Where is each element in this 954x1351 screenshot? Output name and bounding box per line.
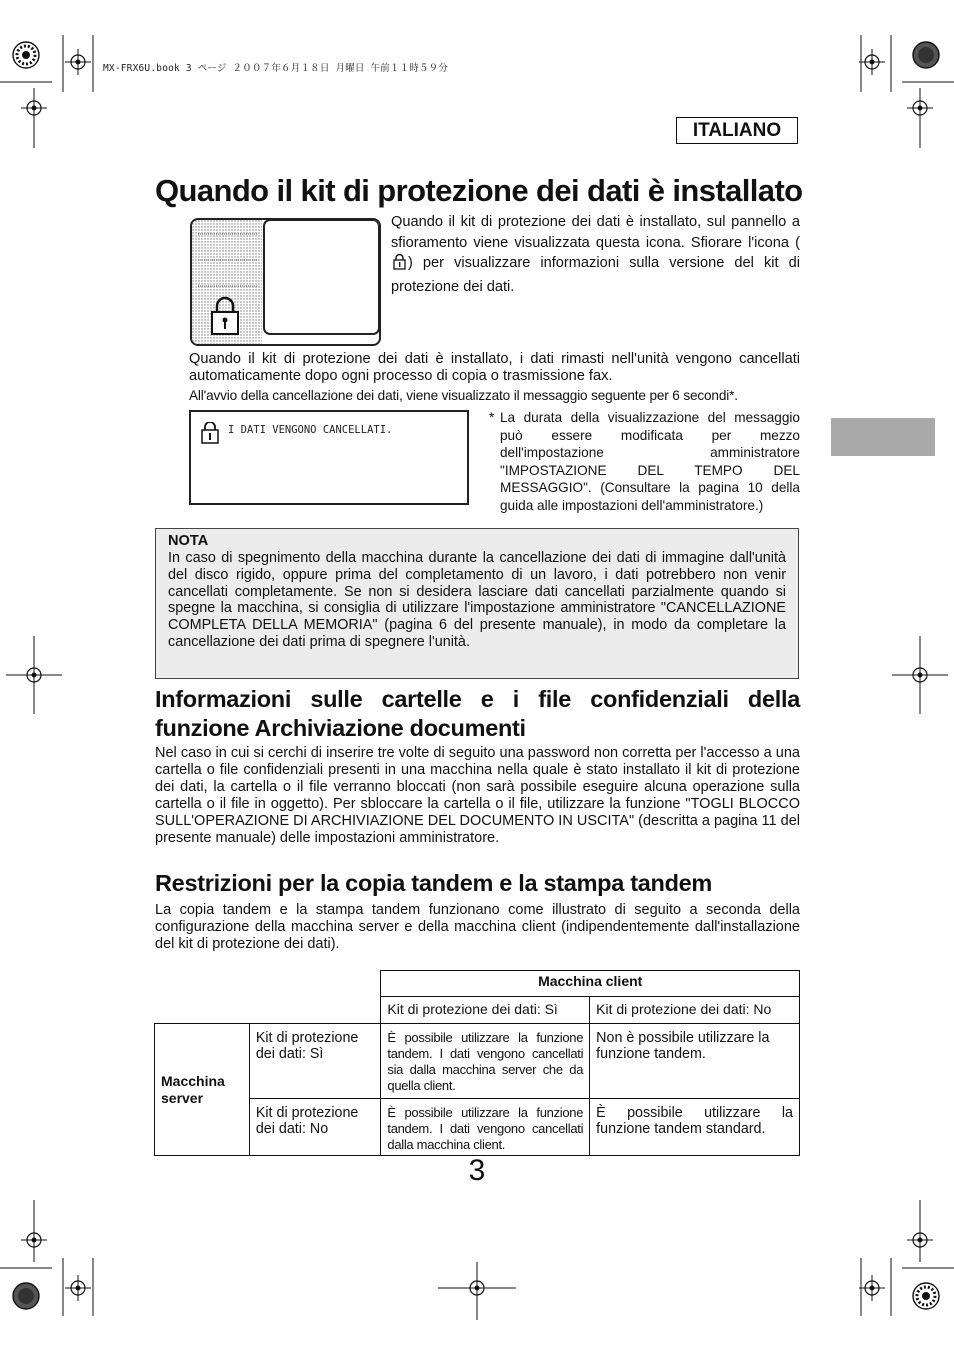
- color-target-icon: [13, 1283, 39, 1309]
- section3-title: Restrizioni per la copia tandem e la stampa tandem: [155, 870, 712, 896]
- registration-mark-icon: [859, 49, 885, 75]
- registration-mark-icon: [907, 95, 933, 121]
- color-target-icon: [913, 1283, 939, 1309]
- section3-text: La copia tandem e la stampa tandem funzionano come illustrato di seguito a seconda della configurazione della macchina server e della macchina client (indipendentemente dall'installazione del kit di protezione dei dati).: [155, 902, 800, 952]
- section2-title-line2: funzione Archiviazione documenti: [155, 715, 526, 741]
- lock-icon: [393, 254, 406, 277]
- side-section-tab: [831, 418, 935, 456]
- registration-mark-icon: [65, 1275, 91, 1301]
- registration-mark-icon: [464, 1275, 490, 1301]
- section2-title-line1: Informazioni sulle cartelle e i file confidenziali della: [155, 686, 800, 712]
- note-text: In caso di spegnimento della macchina durante la cancellazione dei dati di immagine dall'unità del disco rigido, oppure prima del completamento di un lavoro, i dati potrebbero non venir cancellati completamente. Se non si desidera lasciare dati cancellati parzialmente quando si spegne la macchina, si consiglia di utilizzare l'impostazione amministratore "CANCELLAZIONE COMPLETA DELLA MEMORIA" (pagina 6 del presente manuale), in modo da completare la cancellazione dei dati prima di spegnere l'unità.: [168, 550, 786, 650]
- registration-mark-icon: [21, 1227, 47, 1253]
- registration-mark-icon: [65, 49, 91, 75]
- row-header-yes: Kit di protezione dei dati: Sì: [249, 1024, 381, 1099]
- language-label: ITALIANO: [676, 117, 798, 144]
- client-header: Macchina client: [381, 971, 800, 997]
- message-screen-illustration: [189, 410, 469, 505]
- footnote-mark: *: [489, 410, 495, 425]
- server-header: Macchina server: [155, 1024, 250, 1156]
- intro-text-before-icon: Quando il kit di protezione dei dati è installato, sul pannello a sfioramento viene visualizzata questa icona. Sfiorare l'icona (: [391, 214, 800, 251]
- registration-mark-icon: [907, 662, 933, 688]
- section-title: Quando il kit di protezione dei dati è installato: [155, 173, 803, 208]
- footnote-text: La durata della visualizzazione del messaggio può essere modificata per mezzo dell'impostazione amministratore "IMPOSTAZIONE DEL TEMPO DEL MESSAGGIO". (Consultare la pagina 10 della guida alle impostazioni dell'amministratore.): [500, 410, 800, 513]
- section1-intro: [391, 212, 800, 297]
- col-header-no: Kit di protezione dei dati: No: [590, 997, 800, 1024]
- lock-icon: [201, 422, 219, 444]
- registration-mark-icon: [907, 1227, 933, 1253]
- section2-text: Nel caso in cui si cerchi di inserire tre volte di seguito una password non corretta per l'accesso a una cartella o file confidenziali presenti in una macchina nella quale è stato installato il kit di protezione dei dati, la cartella o il file verranno bloccati (non sarà possibile eseguire alcuna operazione sulla cartella o il file in oggetto). Per sbloccare la cartella o il file, utilizzare la funzione "TOGLI BLOCCO SULL'OPERAZIONE DI ARCHIVIAZIONE DEL DOCUMENTO IN USCITA" (descritta a pagina 11 del presente manuale) delle impostazioni amministratore.: [155, 745, 800, 846]
- registration-mark-icon: [21, 662, 47, 688]
- color-target-icon: [13, 42, 39, 68]
- col-header-yes: Kit di protezione dei dati: Sì: [381, 997, 590, 1024]
- cell-no-no: È possibile utilizzare la funzione tandem standard.: [590, 1099, 800, 1156]
- section1-paragraph-2: All'avvio della cancellazione dei dati, viene visualizzato il messaggio seguente per 6 secondi*.: [189, 388, 738, 403]
- cell-yes-no: Non è possibile utilizzare la funzione tandem.: [590, 1024, 800, 1099]
- intro-text-after-icon: ) per visualizzare informazioni sulla versione del kit di protezione dei dati.: [391, 255, 800, 295]
- section1-paragraph-1: Quando il kit di protezione dei dati è installato, i dati rimasti nell'unità vengono cancellati automaticamente dopo ogni processo di copia o trasmissione fax.: [189, 351, 800, 384]
- color-target-icon: [913, 42, 939, 68]
- tandem-table: [154, 970, 800, 1156]
- registration-mark-icon: [21, 95, 47, 121]
- note-title: NOTA: [168, 533, 209, 549]
- lock-icon-glyph: [393, 254, 406, 270]
- touch-panel-drawing: [192, 220, 379, 344]
- screen-message-text: I DATI VENGONO CANCELLATI.: [228, 424, 393, 436]
- section2-title: [155, 685, 800, 743]
- print-header-line: MX-FRX6U.book 3 ページ ２００７年６月１８日 月曜日 午前１１時５９分: [103, 63, 449, 74]
- note-box: [155, 528, 799, 679]
- touch-panel-illustration: [190, 218, 381, 346]
- registration-mark-icon: [859, 1275, 885, 1301]
- page-number: 3: [468, 1154, 486, 1187]
- cell-no-yes: È possibile utilizzare la funzione tandem. I dati vengono cancellati dalla macchina client.: [381, 1099, 590, 1156]
- row-header-no: Kit di protezione dei dati: No: [249, 1099, 381, 1156]
- cell-yes-yes: È possibile utilizzare la funzione tandem. I dati vengono cancellati sia dalla macchina server che da quella client.: [381, 1024, 590, 1099]
